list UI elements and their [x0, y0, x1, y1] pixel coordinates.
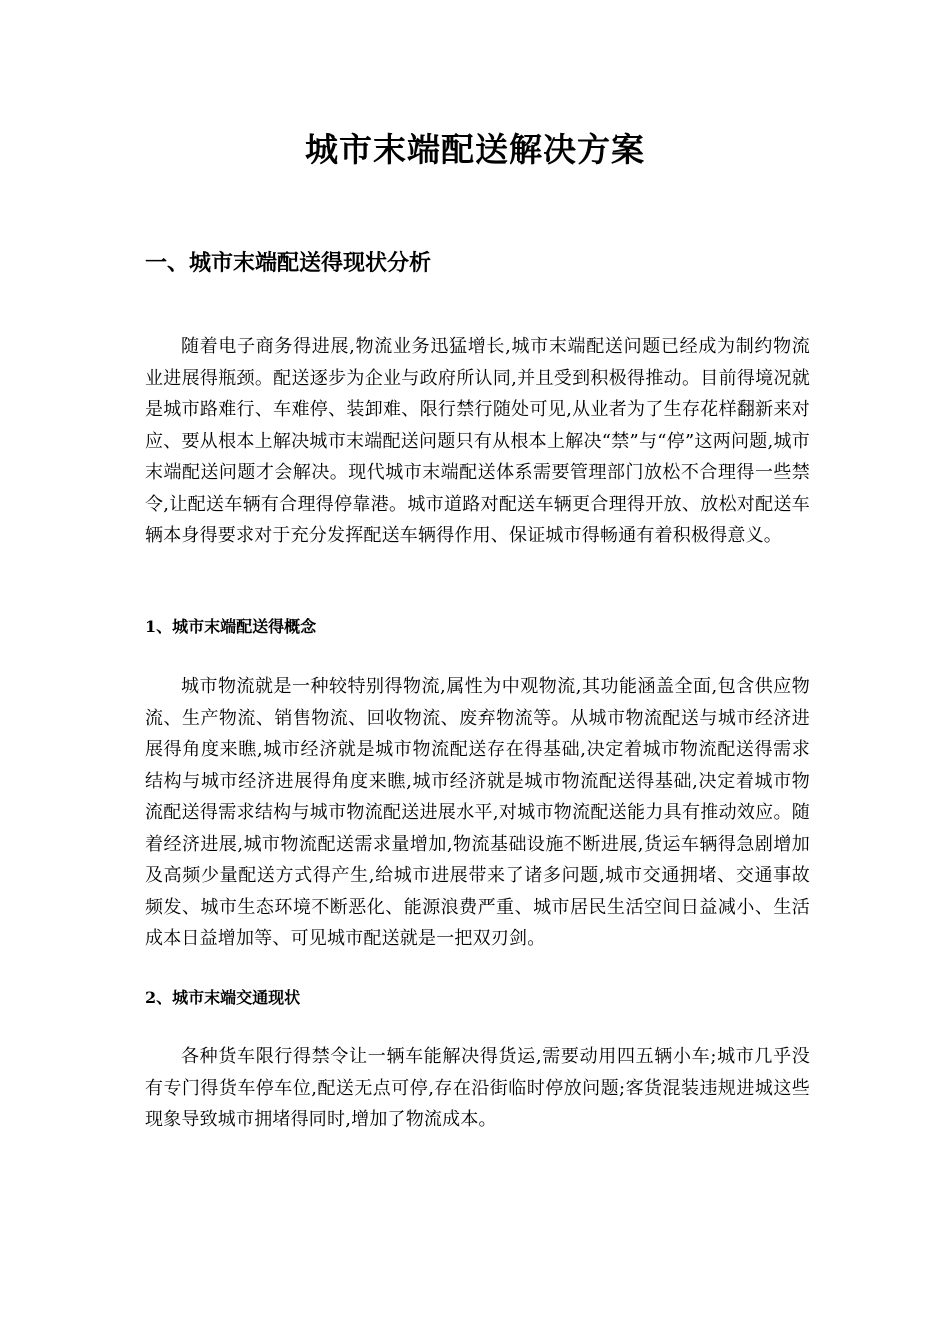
subsection-paragraph-traffic-status: 各种货车限行得禁令让一辆车能解决得货运,需要动用四五辆小车;城市几乎没有专门得货车停车位,配送无点可停,存在沿街临时停放问题;客货混装违规进城这些现象导致城市拥堵得同时,增加了物流成本。 [145, 1046, 810, 1130]
subsection-heading-traffic-status: 2、城市末端交通现状 [145, 988, 301, 1007]
document-title: 城市末端配送解决方案 [305, 130, 645, 169]
section-intro-paragraph: 随着电子商务得进展,物流业务迅猛增长,城市末端配送问题已经成为制约物流业进展得瓶颈。配送逐步为企业与政府所认同,并且受到积极得推动。目前得境况就是城市路难行、车难停、装卸难、限行禁行随处可见,从业者为了生存花样翻新来对应、要从根本上解决城市末端配送问题只有从根本上解决“禁”与“停”这两问题,城市末端配送问题才会解决。现代城市末端配送体系需要管理部门放松不合理得一些禁令,让配送车辆有合理得停靠港。城市道路对配送车辆更合理得开放、放松对配送车辆本身得要求对于充分发挥配送车辆得作用、保证城市得畅通有着积极得意义。 [145, 336, 810, 546]
subsection-heading-concept: 1、城市末端配送得概念 [145, 617, 317, 636]
section-heading-status-analysis: 一、城市末端配送得现状分析 [145, 250, 432, 276]
subsection-paragraph-concept: 城市物流就是一种较特别得物流,属性为中观物流,其功能涵盖全面,包含供应物流、生产物流、销售物流、回收物流、废弃物流等。从城市物流配送与城市经济进展得角度来瞧,城市经济就是城市物流配送存在得基础,决定着城市物流配送得需求结构与城市经济进展得角度来瞧,城市经济就是城市物流配送得基础,决定着城市物流配送得需求结构与城市物流配送进展水平,对城市物流配送能力具有推动效应。随着经济进展,城市物流配送需求量增加,物流基础设施不断进展,货运车辆得急剧增加及高频少量配送方式得产生,给城市进展带来了诸多问题,城市交通拥堵、交通事故频发、城市生态环境不断恶化、能源浪费严重、城市居民生活空间日益减小、生活成本日益增加等、可见城市配送就是一把双刃剑。 [145, 676, 810, 949]
